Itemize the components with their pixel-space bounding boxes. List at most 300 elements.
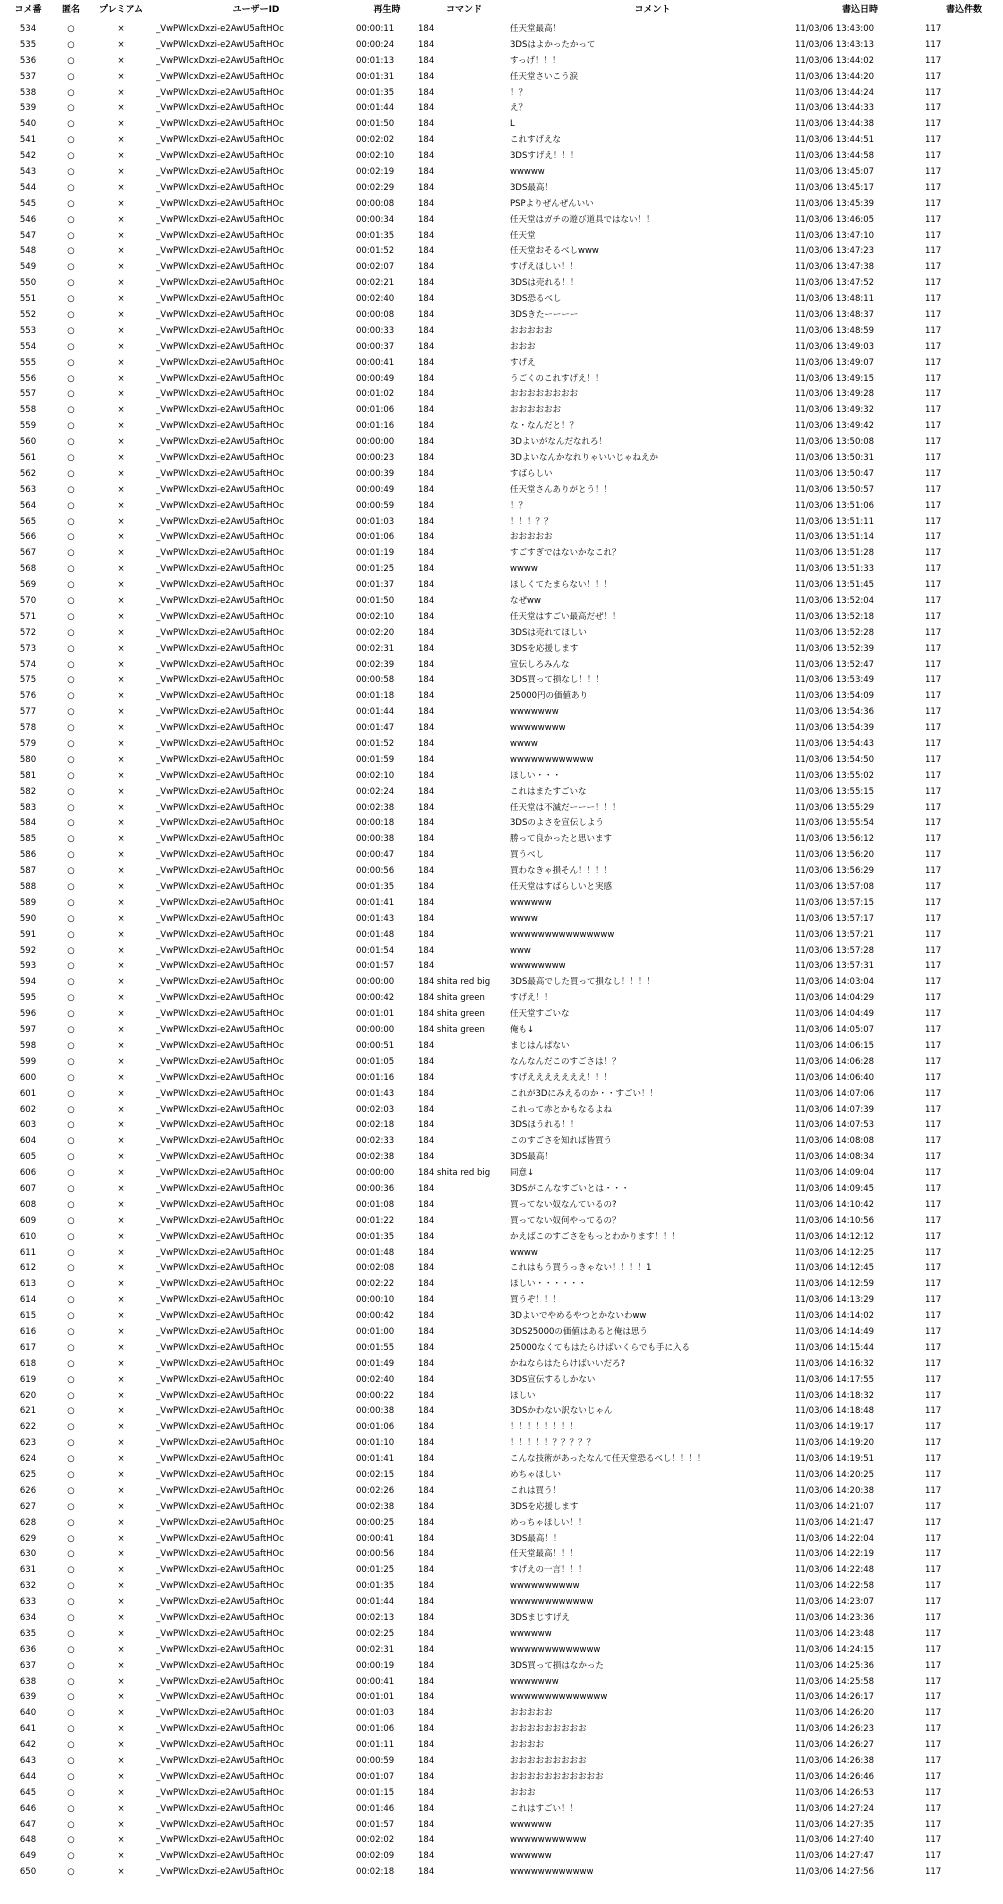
anonymous-flag: ○ (67, 834, 75, 845)
command: 184 (418, 1263, 435, 1274)
table-row (0, 1864, 1003, 1880)
anonymous-flag: ○ (67, 214, 75, 225)
comment-no: 543 (19, 166, 37, 177)
posted-at: 11/03/06 13:57:17 (795, 913, 875, 924)
comment-no: 586 (19, 850, 37, 861)
posted-at: 11/03/06 13:50:31 (795, 452, 875, 463)
anonymous-flag: ○ (67, 929, 75, 940)
playback-time: 00:00:23 (356, 452, 395, 463)
premium-flag: × (117, 357, 125, 368)
anonymous-flag: ○ (67, 341, 75, 352)
playback-time: 00:01:03 (356, 1708, 395, 1719)
table-row (0, 736, 1003, 752)
anonymous-flag: ○ (67, 627, 75, 638)
anonymous-flag: ○ (67, 1199, 75, 1210)
command: 184 (418, 309, 435, 320)
posted-at: 11/03/06 13:54:50 (795, 754, 875, 765)
command: 184 (418, 1247, 435, 1258)
premium-flag: × (117, 977, 125, 988)
comment-no: 646 (19, 1803, 37, 1814)
post-count: 117 (925, 373, 942, 384)
playback-time: 00:00:49 (356, 484, 395, 495)
command: 184 (418, 516, 435, 527)
posted-at: 11/03/06 13:55:29 (795, 802, 875, 813)
playback-time: 00:00:39 (356, 468, 395, 479)
command: 184 (418, 1326, 435, 1337)
post-count: 117 (925, 897, 942, 908)
user-id: _VwPWlcxDxzi-e2AwU5aftHOc (156, 151, 284, 162)
posted-at: 11/03/06 14:12:12 (795, 1231, 875, 1242)
playback-time: 00:01:25 (356, 1565, 395, 1576)
user-id: _VwPWlcxDxzi-e2AwU5aftHOc (156, 675, 284, 686)
comment-text: 任天堂はすごい最高だぜ！！ (510, 611, 621, 622)
post-count: 117 (925, 850, 942, 861)
anonymous-flag: ○ (67, 1342, 75, 1353)
comment-text: ほしい (510, 1390, 536, 1401)
post-count: 117 (925, 1311, 942, 1322)
anonymous-flag: ○ (67, 786, 75, 797)
user-id: _VwPWlcxDxzi-e2AwU5aftHOc (156, 214, 284, 225)
comment-text: おおお (510, 341, 536, 352)
table-row (0, 784, 1003, 800)
anonymous-flag: ○ (67, 262, 75, 273)
posted-at: 11/03/06 13:48:37 (795, 309, 875, 320)
premium-flag: × (117, 627, 125, 638)
post-count: 117 (925, 1295, 942, 1306)
posted-at: 11/03/06 14:07:06 (795, 1088, 875, 1099)
anonymous-flag: ○ (67, 452, 75, 463)
comment-no: 628 (19, 1517, 37, 1528)
user-id: _VwPWlcxDxzi-e2AwU5aftHOc (156, 1692, 284, 1703)
playback-time: 00:02:15 (356, 1469, 395, 1480)
comment-no: 596 (19, 1009, 37, 1020)
premium-flag: × (117, 675, 125, 686)
comment-text: 3DSがこんなすごいとは・・・ (510, 1183, 630, 1194)
playback-time: 00:00:41 (356, 1676, 395, 1687)
posted-at: 11/03/06 14:27:56 (795, 1867, 875, 1878)
command: 184 (418, 1533, 435, 1544)
table-row (0, 1547, 1003, 1563)
anonymous-flag: ○ (67, 1565, 75, 1576)
playback-time: 00:01:59 (356, 754, 395, 765)
command: 184 (418, 1183, 435, 1194)
anonymous-flag: ○ (67, 135, 75, 146)
anonymous-flag: ○ (67, 1072, 75, 1083)
command: 184 (418, 55, 435, 66)
playback-time: 00:01:15 (356, 1787, 395, 1798)
command: 184 (418, 405, 435, 416)
table-row (0, 959, 1003, 975)
premium-flag: × (117, 262, 125, 273)
user-id: _VwPWlcxDxzi-e2AwU5aftHOc (156, 1231, 284, 1242)
user-id: _VwPWlcxDxzi-e2AwU5aftHOc (156, 1803, 284, 1814)
user-id: _VwPWlcxDxzi-e2AwU5aftHOc (156, 1660, 284, 1671)
playback-time: 00:00:36 (356, 1183, 395, 1194)
premium-flag: × (117, 389, 125, 400)
posted-at: 11/03/06 14:21:07 (795, 1501, 875, 1512)
premium-flag: × (117, 659, 125, 670)
command: 184 (418, 1867, 435, 1878)
premium-flag: × (117, 596, 125, 606)
comment-no: 622 (19, 1422, 37, 1433)
premium-flag: × (117, 1835, 125, 1846)
user-id: _VwPWlcxDxzi-e2AwU5aftHOc (156, 945, 284, 956)
posted-at: 11/03/06 13:53:49 (795, 675, 875, 686)
post-count: 117 (925, 532, 942, 543)
command: 184 (418, 1708, 435, 1719)
playback-time: 00:01:31 (356, 71, 395, 82)
post-count: 117 (925, 1422, 942, 1433)
table-row (0, 863, 1003, 879)
anonymous-flag: ○ (67, 1549, 75, 1560)
posted-at: 11/03/06 14:23:36 (795, 1613, 875, 1623)
header-command: コマンド (445, 5, 482, 15)
comment-text: 3Dよいがなんだなれろ！ (510, 437, 607, 448)
comment-no: 648 (19, 1835, 37, 1846)
post-count: 117 (925, 611, 942, 622)
table-row (0, 593, 1003, 609)
table-row (0, 1817, 1003, 1833)
posted-at: 11/03/06 13:57:28 (795, 945, 875, 956)
header-post-count: 書込件数 (945, 5, 982, 15)
user-id: _VwPWlcxDxzi-e2AwU5aftHOc (156, 1168, 284, 1179)
premium-flag: × (117, 643, 125, 654)
playback-time: 00:01:00 (356, 1326, 395, 1337)
user-id: _VwPWlcxDxzi-e2AwU5aftHOc (156, 1152, 284, 1163)
user-id: _VwPWlcxDxzi-e2AwU5aftHOc (156, 1628, 284, 1639)
user-id: _VwPWlcxDxzi-e2AwU5aftHOc (156, 913, 284, 924)
playback-time: 00:01:07 (356, 1771, 395, 1782)
comment-no: 564 (19, 500, 37, 511)
user-id: _VwPWlcxDxzi-e2AwU5aftHOc (156, 1533, 284, 1544)
command: 184 (418, 1771, 435, 1782)
premium-flag: × (117, 214, 125, 225)
posted-at: 11/03/06 14:19:20 (795, 1438, 875, 1449)
post-count: 117 (925, 1088, 942, 1099)
posted-at: 11/03/06 13:52:28 (795, 627, 875, 638)
anonymous-flag: ○ (67, 1454, 75, 1465)
premium-flag: × (117, 1183, 125, 1194)
user-id: _VwPWlcxDxzi-e2AwU5aftHOc (156, 262, 284, 273)
comment-text: おおおおお (510, 1708, 553, 1719)
table-row (0, 69, 1003, 85)
post-count: 117 (925, 1120, 942, 1131)
premium-flag: × (117, 182, 125, 193)
post-count: 117 (925, 1851, 942, 1862)
post-count: 117 (925, 1613, 942, 1623)
posted-at: 11/03/06 13:44:02 (795, 55, 875, 66)
playback-time: 00:01:54 (356, 945, 395, 956)
anonymous-flag: ○ (67, 1279, 75, 1290)
post-count: 117 (925, 723, 942, 734)
post-count: 117 (925, 1597, 942, 1608)
posted-at: 11/03/06 14:26:38 (795, 1756, 875, 1767)
table-row (0, 577, 1003, 593)
user-id: _VwPWlcxDxzi-e2AwU5aftHOc (156, 1835, 284, 1846)
table-row (0, 1769, 1003, 1785)
post-count: 117 (925, 1009, 942, 1020)
post-count: 117 (925, 866, 942, 877)
user-id: _VwPWlcxDxzi-e2AwU5aftHOc (156, 230, 284, 241)
premium-flag: × (117, 294, 125, 305)
post-count: 117 (925, 1533, 942, 1544)
premium-flag: × (117, 1120, 125, 1131)
anonymous-flag: ○ (67, 1469, 75, 1480)
post-count: 117 (925, 1676, 942, 1687)
playback-time: 00:01:35 (356, 1231, 395, 1242)
comment-no: 547 (19, 230, 37, 241)
premium-flag: × (117, 230, 125, 241)
comment-text: これが3Dにみえるのか・・すごい！！ (510, 1088, 658, 1099)
premium-flag: × (117, 1422, 125, 1433)
premium-flag: × (117, 1025, 125, 1036)
comment-no: 534 (19, 23, 37, 34)
premium-flag: × (117, 1565, 125, 1576)
post-count: 117 (925, 564, 942, 575)
posted-at: 11/03/06 13:47:10 (795, 230, 875, 241)
anonymous-flag: ○ (67, 1533, 75, 1544)
posted-at: 11/03/06 14:27:35 (795, 1819, 875, 1830)
command: 184 (418, 611, 435, 622)
table-row (0, 1038, 1003, 1054)
comment-text: 3DS宣伝するしかない (510, 1374, 596, 1385)
comment-no: 553 (19, 325, 37, 336)
posted-at: 11/03/06 14:13:29 (795, 1295, 875, 1306)
user-id: _VwPWlcxDxzi-e2AwU5aftHOc (156, 166, 284, 177)
premium-flag: × (117, 1390, 125, 1401)
comment-text: すげえ (510, 357, 536, 368)
anonymous-flag: ○ (67, 1644, 75, 1655)
playback-time: 00:00:59 (356, 500, 395, 511)
table-row (0, 927, 1003, 943)
posted-at: 11/03/06 13:44:24 (795, 87, 875, 98)
comment-no: 587 (19, 866, 37, 877)
table-row (0, 514, 1003, 530)
anonymous-flag: ○ (67, 1597, 75, 1608)
posted-at: 11/03/06 14:20:38 (795, 1485, 875, 1496)
anonymous-flag: ○ (67, 405, 75, 416)
command: 184 (418, 643, 435, 654)
table-row (0, 1308, 1003, 1324)
anonymous-flag: ○ (67, 1756, 75, 1767)
posted-at: 11/03/06 14:22:58 (795, 1581, 875, 1592)
anonymous-flag: ○ (67, 1104, 75, 1115)
premium-flag: × (117, 103, 125, 114)
post-count: 117 (925, 1771, 942, 1782)
comment-no: 637 (19, 1660, 37, 1671)
command: 184 (418, 1056, 435, 1067)
user-id: _VwPWlcxDxzi-e2AwU5aftHOc (156, 278, 284, 289)
header-row (0, 0, 1003, 21)
post-count: 117 (925, 1025, 942, 1036)
post-count: 117 (925, 437, 942, 448)
table-row (0, 1276, 1003, 1292)
command: 184 shita red big (418, 1168, 491, 1179)
playback-time: 00:01:44 (356, 707, 395, 718)
anonymous-flag: ○ (67, 1120, 75, 1131)
command: 184 (418, 87, 435, 98)
comment-text: 3DS25000の価値はあると俺は思う (510, 1326, 648, 1337)
post-count: 117 (925, 691, 942, 702)
user-id: _VwPWlcxDxzi-e2AwU5aftHOc (156, 1088, 284, 1099)
comment-no: 632 (19, 1581, 37, 1592)
post-count: 117 (925, 151, 942, 162)
command: 184 (418, 484, 435, 495)
posted-at: 11/03/06 13:57:15 (795, 897, 875, 908)
user-id: _VwPWlcxDxzi-e2AwU5aftHOc (156, 707, 284, 718)
post-count: 117 (925, 500, 942, 511)
premium-flag: × (117, 1009, 125, 1020)
anonymous-flag: ○ (67, 500, 75, 511)
user-id: _VwPWlcxDxzi-e2AwU5aftHOc (156, 1787, 284, 1798)
comment-no: 615 (19, 1311, 37, 1322)
premium-flag: × (117, 1136, 125, 1147)
post-count: 117 (925, 770, 942, 781)
user-id: _VwPWlcxDxzi-e2AwU5aftHOc (156, 39, 284, 50)
premium-flag: × (117, 1724, 125, 1735)
table-row (0, 625, 1003, 641)
user-id: _VwPWlcxDxzi-e2AwU5aftHOc (156, 198, 284, 209)
playback-time: 00:00:47 (356, 850, 395, 861)
comment-text: すげえの一言！！！ (510, 1565, 587, 1576)
comment-text: え？ (510, 103, 528, 114)
premium-flag: × (117, 548, 125, 559)
posted-at: 11/03/06 14:22:19 (795, 1549, 875, 1560)
posted-at: 11/03/06 14:07:39 (795, 1104, 875, 1115)
command: 184 (418, 452, 435, 463)
user-id: _VwPWlcxDxzi-e2AwU5aftHOc (156, 961, 284, 972)
premium-flag: × (117, 532, 125, 543)
command: 184 (418, 1581, 435, 1592)
command: 184 shita green (418, 1009, 485, 1020)
user-id: _VwPWlcxDxzi-e2AwU5aftHOc (156, 882, 284, 893)
comment-text: 3DSすげえ！！！ (510, 151, 579, 162)
user-id: _VwPWlcxDxzi-e2AwU5aftHOc (156, 341, 284, 352)
premium-flag: × (117, 198, 125, 209)
user-id: _VwPWlcxDxzi-e2AwU5aftHOc (156, 627, 284, 638)
premium-flag: × (117, 1342, 125, 1353)
premium-flag: × (117, 246, 125, 257)
comment-text: 3Dよいでやめるやつとかないわww (510, 1311, 647, 1322)
user-id: _VwPWlcxDxzi-e2AwU5aftHOc (156, 1040, 284, 1051)
premium-flag: × (117, 1613, 125, 1623)
anonymous-flag: ○ (67, 1787, 75, 1798)
comment-text: PSPよりぜんぜんいい (510, 198, 594, 209)
posted-at: 11/03/06 13:43:13 (795, 39, 875, 50)
comment-no: 644 (19, 1771, 37, 1782)
comment-text: 3DSは売れてほしい (510, 627, 587, 638)
comment-no: 609 (19, 1215, 37, 1226)
comment-text: めちゃほしい (510, 1469, 562, 1480)
user-id: _VwPWlcxDxzi-e2AwU5aftHOc (156, 1851, 284, 1862)
post-count: 117 (925, 389, 942, 400)
comment-no: 552 (19, 309, 37, 320)
comment-text: wwww (510, 1247, 538, 1258)
table-row (0, 1117, 1003, 1133)
anonymous-flag: ○ (67, 1326, 75, 1337)
comment-no: 545 (19, 198, 37, 209)
premium-flag: × (117, 452, 125, 463)
playback-time: 00:02:19 (356, 166, 395, 177)
table-row (0, 831, 1003, 847)
comment-no: 556 (19, 373, 37, 384)
comment-text: wwwwwwwwwwwwwww (510, 929, 615, 940)
anonymous-flag: ○ (67, 675, 75, 686)
comment-no: 617 (19, 1342, 37, 1353)
post-count: 117 (925, 1708, 942, 1719)
comment-no: 550 (19, 278, 37, 289)
premium-flag: × (117, 421, 125, 432)
table-row (0, 1610, 1003, 1626)
playback-time: 00:00:58 (356, 675, 395, 686)
header-playback-time: 再生時 (373, 5, 401, 15)
comment-no: 546 (19, 214, 37, 225)
command: 184 (418, 1819, 435, 1830)
playback-time: 00:00:00 (356, 1025, 395, 1036)
table-row (0, 307, 1003, 323)
anonymous-flag: ○ (67, 1231, 75, 1242)
command: 184 (418, 913, 435, 924)
comment-text: おおおおおおおおお (510, 1756, 587, 1767)
comment-no: 611 (19, 1247, 37, 1258)
user-id: _VwPWlcxDxzi-e2AwU5aftHOc (156, 1279, 284, 1290)
posted-at: 11/03/06 13:52:04 (795, 596, 875, 606)
playback-time: 00:01:11 (356, 1740, 395, 1751)
table-row (0, 1260, 1003, 1276)
user-id: _VwPWlcxDxzi-e2AwU5aftHOc (156, 1438, 284, 1449)
comment-text: おおおおお (510, 532, 553, 543)
user-id: _VwPWlcxDxzi-e2AwU5aftHOc (156, 977, 284, 988)
playback-time: 00:02:20 (356, 627, 395, 638)
comment-no: 575 (19, 675, 37, 686)
premium-flag: × (117, 1040, 125, 1051)
user-id: _VwPWlcxDxzi-e2AwU5aftHOc (156, 1597, 284, 1608)
comment-no: 539 (19, 103, 37, 114)
table-row (0, 1594, 1003, 1610)
comment-text: 3DS最高！！ (510, 1533, 562, 1544)
posted-at: 11/03/06 13:44:58 (795, 151, 875, 162)
command: 184 (418, 1040, 435, 1051)
anonymous-flag: ○ (67, 1740, 75, 1751)
post-count: 117 (925, 468, 942, 479)
anonymous-flag: ○ (67, 373, 75, 384)
premium-flag: × (117, 770, 125, 781)
posted-at: 11/03/06 13:50:08 (795, 437, 875, 448)
premium-flag: × (117, 484, 125, 495)
comment-text: 任天堂は不滅だーーー！！！ (510, 802, 621, 813)
post-count: 117 (925, 1517, 942, 1528)
table-row (0, 1499, 1003, 1515)
post-count: 117 (925, 1358, 942, 1369)
post-count: 117 (925, 230, 942, 241)
comment-no: 606 (19, 1168, 37, 1179)
premium-flag: × (117, 739, 125, 750)
anonymous-flag: ○ (67, 739, 75, 750)
playback-time: 00:01:02 (356, 389, 395, 400)
posted-at: 11/03/06 14:03:04 (795, 977, 875, 988)
command: 184 (418, 1422, 435, 1433)
comment-no: 636 (19, 1644, 37, 1655)
premium-flag: × (117, 564, 125, 575)
comment-text: www (510, 945, 531, 956)
command: 184 (418, 341, 435, 352)
table-row (0, 800, 1003, 816)
command: 184 (418, 723, 435, 734)
table-row (0, 164, 1003, 180)
anonymous-flag: ○ (67, 723, 75, 734)
anonymous-flag: ○ (67, 1152, 75, 1163)
command: 184 (418, 675, 435, 686)
